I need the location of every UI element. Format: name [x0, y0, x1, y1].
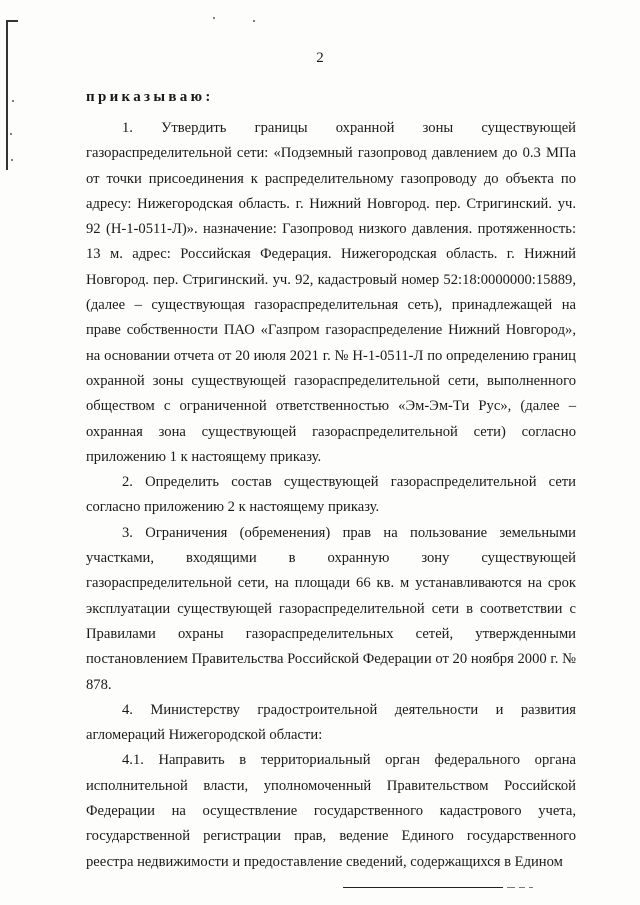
scan-speck: [10, 133, 12, 135]
paragraph-3: 3. Ограничения (обременения) прав на пользование земельными участками, входящими в охранную зону существующей газораспределительной сети, на площади 66 кв. м устанавливаются на срок эксплуатации существующей газораспределительной сети в соответствии с Правилами охраны газораспределительных сетей, утвержденными постановлением Правительства Российской Федерации от 20 ноября 2000 г. № 878.: [86, 524, 576, 693]
paragraph-4: 4. Министерству градостроительной деятельности и развития агломераций Нижегородской области:: [86, 701, 576, 744]
page-number: 2: [316, 50, 324, 66]
footer-dash: [507, 887, 515, 888]
footer-line: [343, 887, 503, 888]
paragraph-2: 2. Определить состав существующей газораспределительной сети согласно приложению 2 к настоящему приказу.: [86, 474, 576, 516]
scan-speck: [12, 100, 14, 102]
paragraph-1: 1. Утвердить границы охранной зоны существующей газораспределительной сети: «Подземный газопровод давлением до 0.3 МПа от точки присоединения к распределительному газопроводу до объекта по адресу: Нижегородская область. г. Нижний Новгород. пер. Стригинский. уч. 92 (Н-1-0511-Л)». назначение: Газопровод низкого давления. протяженность: 13 м. адрес: Российская Федерация. Нижегородская область. г. Нижний Новгород. пер. Стригинский. уч. 92, кадастровый номер 52:18:0000000:15889, (далее – существующая газораспределительная сеть), принадлежащей на праве собственности ПАО «Газпром газораспределение Нижний Новгород», на основании отчета от 20 июля 2021 г. № Н-1-0511-Л по определению границ охранной зоны существующей газораспределительной сети, выполненного обществом с ограниченной ответственностью «Эм-Эм-Ти Рус», (далее – охранная зона существующей газораспределительной сети) согласно приложению 1 к настоящему приказу.: [86, 120, 576, 465]
footer-dash: [529, 887, 533, 888]
body-text: [86, 116, 576, 875]
footer-dash: [519, 887, 525, 888]
paragraph-4-1: 4.1. Направить в территориальный орган федерального органа исполнительной власти, уполномоченный Правительством Российской Федерации на осуществление государственного кадастрового учета, государственной регистрации прав, ведение Единого государственного реестра недвижимости и предоставление сведений, содержащихся в Едином: [86, 752, 576, 870]
scan-speck: [253, 20, 255, 22]
scan-speck: [11, 159, 13, 161]
scan-artifact-edge: [6, 20, 8, 170]
scan-speck: [213, 17, 215, 19]
decree-heading: приказываю:: [86, 89, 214, 105]
